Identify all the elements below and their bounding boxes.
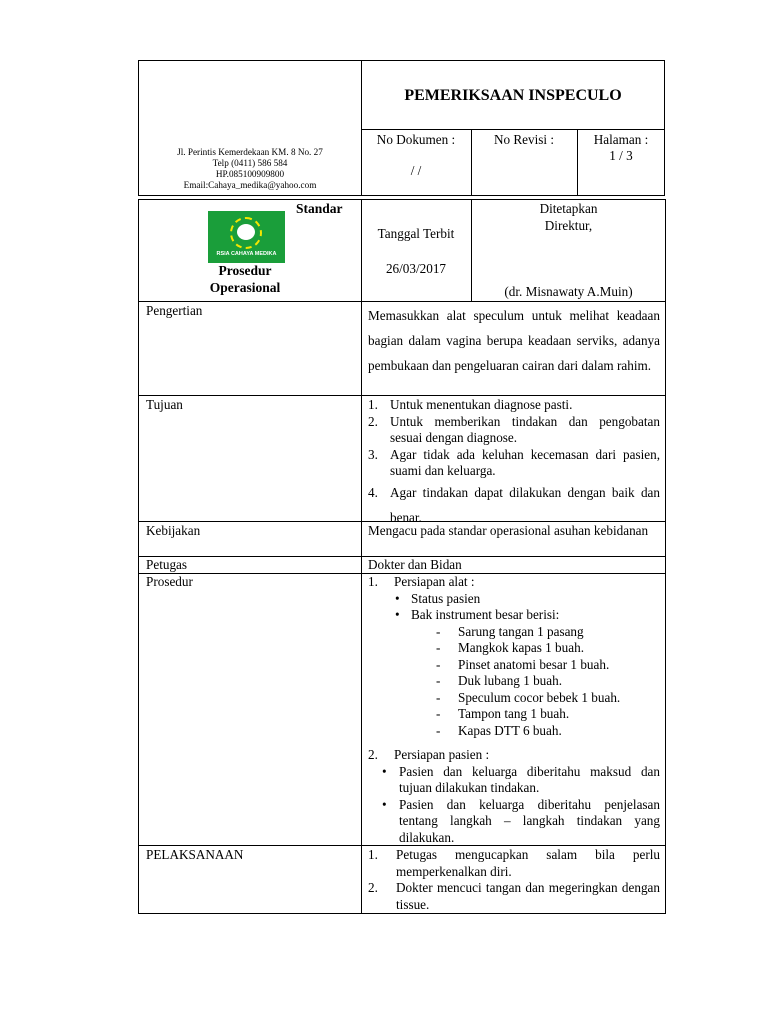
- halaman-label: Halaman :: [593, 132, 649, 147]
- signer-name: (dr. Misnawaty A.Muin): [504, 284, 633, 299]
- document-title: PEMERIKSAAN INSPECULO: [404, 87, 622, 104]
- list-item: 1. Persiapan alat :: [368, 574, 475, 589]
- hospital-logo: RSIA CAHAYA MEDIKA: [208, 211, 285, 263]
- halaman-value: 1 / 3: [609, 148, 633, 163]
- tanggal-terbit-label: Tanggal Terbit: [377, 226, 455, 241]
- list-item: - Duk lubang 1 buah.: [436, 673, 563, 688]
- list-item: - Speculum cocor bebek 1 buah.: [436, 689, 621, 705]
- list-item: - Pinset anatomi besar 1 buah.: [436, 656, 610, 672]
- no-dokumen-value: / /: [410, 163, 422, 178]
- list-item: • Status pasien: [395, 590, 481, 606]
- pelaksanaan-list: [368, 847, 660, 913]
- list-item: - Sarung tangan 1 pasang: [436, 623, 584, 639]
- prosedur-label: Prosedur: [146, 574, 193, 589]
- tujuan-label: Tujuan: [146, 397, 183, 412]
- list-item: 2. Dokter mencuci tangan dan megeringkan dengan tissue.: [368, 880, 660, 912]
- petugas-text: Dokter dan Bidan: [368, 557, 462, 572]
- petugas-label: Petugas: [146, 557, 188, 572]
- list-item: - Mangkok kapas 1 buah.: [436, 640, 584, 655]
- list-item: - Tampon tang 1 buah.: [436, 706, 570, 721]
- list-item: 4. Agar tindakan dapat dilakukan dengan baik dan benar.: [368, 484, 660, 525]
- tujuan-list: [368, 397, 660, 530]
- list-item: • Bak instrument besar berisi:: [395, 607, 560, 622]
- pelaksanaan-label: PELAKSANAAN: [146, 847, 244, 862]
- list-item: • Pasien dan keluarga diberitahu maksud dan tujuan dilakukan tindakan.: [382, 763, 660, 795]
- no-revisi-label: No Revisi :: [493, 132, 555, 147]
- hospital-address: Jl. Perintis Kemerdekaan KM. 8 No. 27 Telp (0411) 586 584 HP.085100909800 Email:Cahaya_medika@yahoo.com: [177, 147, 323, 190]
- list-item: 1. Untuk menentukan diagnose pasti.: [368, 397, 573, 412]
- no-dokumen-label: No Dokumen :: [376, 132, 456, 147]
- list-item: 2. Untuk memberikan tindakan dan pengobatan sesuai dengan diagnose.: [368, 413, 660, 445]
- list-item: - Kapas DTT 6 buah.: [436, 722, 562, 738]
- list-item: 3. Agar tidak ada keluhan kecemasan dari pasien, suami dan keluarga.: [368, 446, 660, 478]
- tanggal-terbit-value: 26/03/2017: [385, 261, 447, 276]
- prosedur-operasional: Prosedur Operasional: [209, 263, 281, 295]
- prosedur-content: [368, 574, 660, 846]
- direktur-label: Direktur,: [544, 218, 593, 233]
- kebijakan-label: Kebijakan: [146, 523, 201, 538]
- list-item: 1. Petugas mengucapkan salam bila perlu memperkenalkan diri.: [368, 847, 660, 879]
- header-row-line: [361, 129, 665, 130]
- pengertian-text: Memasukkan alat speculum untuk melihat keadaan bagian dalam vagina berupa keadaan serviks, adanya pembukaan dan pengeluaran cairan dari dalam rahim.: [368, 308, 660, 373]
- list-item: • Pasien dan keluarga diberitahu penjelasan tentang langkah – langkah tindakan yang dilakukan.: [382, 796, 660, 845]
- pengertian-label: Pengertian: [146, 303, 203, 318]
- ditetapkan-label: Ditetapkan: [539, 201, 598, 216]
- kebijakan-text: Mengacu pada standar operasional asuhan kebidanan: [368, 523, 649, 538]
- standar-label: Standar: [296, 201, 343, 216]
- list-item: 2. Persiapan pasien :: [368, 747, 490, 762]
